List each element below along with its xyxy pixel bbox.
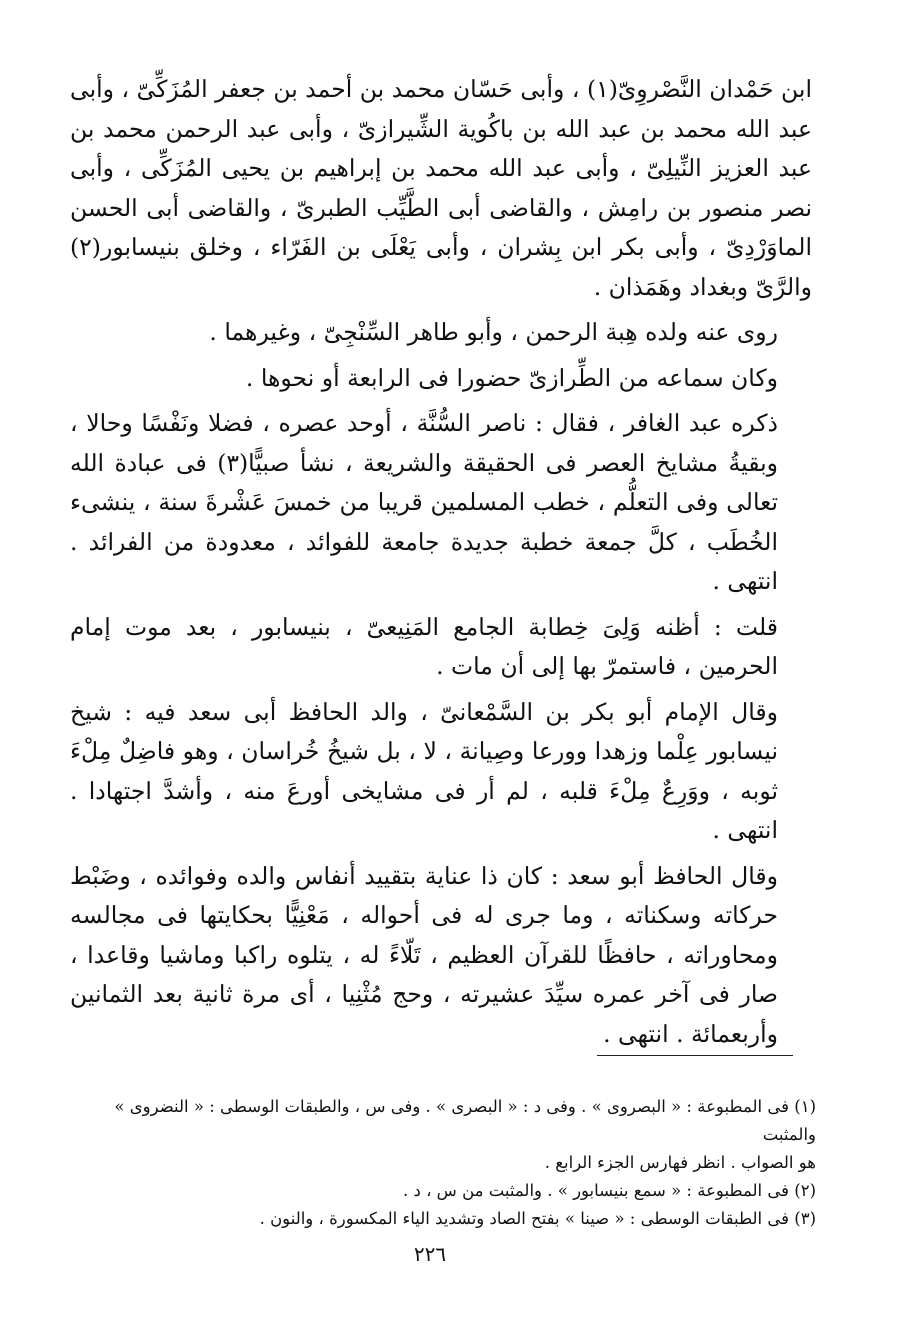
page-number: ٢٢٦ (413, 1242, 447, 1266)
paragraph-6: وقال الإمام أبو بكر بن السَّمْعانىّ ، والد الحافظ أبى سعد فيه : شيخ نيسابور عِلْما وزهدا وورعا وصِيانة ، لا ، بل شيخُ خُراسان ، وهو فاضِلٌ مِلْءَ ثوبه ، ووَرِعٌ مِلْءَ قلبه ، لم أر فى مشايخى أورعَ منه ، وأشدَّ اجتهادا . انتهى . (70, 697, 778, 844)
paragraph-2: روى عنه ولده هِبة الرحمن ، وأبو طاهر السِّنْجِىّ ، وغيرهما . (209, 318, 778, 346)
footnote-2: (٢) فى المطبوعة : « سمع بنيسابور » . والمثبت من س ، د . (403, 1181, 816, 1200)
paragraph-4: ذكره عبد الغافر ، فقال : ناصر السُّنَّة ، أوحد عصره ، فضلا ونَفْسًا وحالا ، وبقيةُ مشايخ العصر فى الحقيقة والشريعة ، نشأ صبيًّا(٣) فى عبادة الله تعالى وفى التعلُّم ، خطب المسلمين قريبا من خمسَ عَشْرةَ سنة ، ينشىء الخُطَب ، كلَّ جمعة خطبة جديدة جامعة للفوائد ، معدودة من الفرائد . انتهى . (70, 409, 778, 595)
footnote-1-continuation: هو الصواب . انظر فهارس الجزء الرابع . (544, 1153, 816, 1172)
footnotes (70, 1093, 816, 1233)
paragraph-5: قلت : أظنه وَلِىَ خِطابة الجامع المَنِيعىّ ، بنيسابور ، بعد موت إمام الحرمين ، فاستمرّ بها إلى أن مات . (70, 612, 778, 680)
paragraph-7: وقال الحافظ أبو سعد : كان ذا عناية بتقييد أنفاس والده وفوائده ، وضَبْط حركاته وسكناته ، وما جرى له فى أحواله ، مَعْنِيًّا بحكايتها فى مجالسه ومحاوراته ، حافظًا للقرآن العظيم ، تَلّاءً له ، يتلوه راكبا وماشيا وقاعدا ، صار فى آخر عمره سيِّدَ عشيرته ، وحج مُثْنِيا ، أى مرة ثانية بعد الثمانين وأربعمائة . انتهى . (70, 861, 778, 1048)
footnote-separator (597, 1055, 793, 1056)
footnote-3: (٣) فى الطبقات الوسطى : « صينا » بفتح الصاد وتشديد الياء المكسورة ، والنون . (259, 1209, 816, 1228)
paragraph-1: ابن حَمْدان النَّصْروِىّ(١) ، وأبى حَسّان محمد بن أحمد بن جعفر المُزَكِّىّ ، وأبى عبد الله محمد بن عبد الله بن باكُوية الشِّيرازىّ ، وأبى عبد الرحمن محمد بن عبد العزيز النِّيلِىّ ، وأبى عبد الله محمد بن إبراهيم بن يحيى المُزَكِّى ، وأبى نصر منصور بن رامِش ، والقاضى أبى الطَّيِّب الطبرىّ ، والقاضى أبى الحسن الماوَرْدِىّ ، وأبى بكر ابن بِشران ، وأبى يَعْلَى بن الفَرّاء ، وخلق بنيسابور(٢) والرَّىّ وبغداد وهَمَذان . (70, 75, 812, 301)
footnote-1: (١) فى المطبوعة : « البصروى » . وفى د : « البصرى » . وفى س ، والطبقات الوسطى : « النضروى » والمثبت (114, 1097, 816, 1144)
paragraph-3: وكان سماعه من الطِّرازىّ حضورا فى الرابعة أو نحوها . (245, 363, 778, 392)
main-text (70, 70, 812, 1060)
